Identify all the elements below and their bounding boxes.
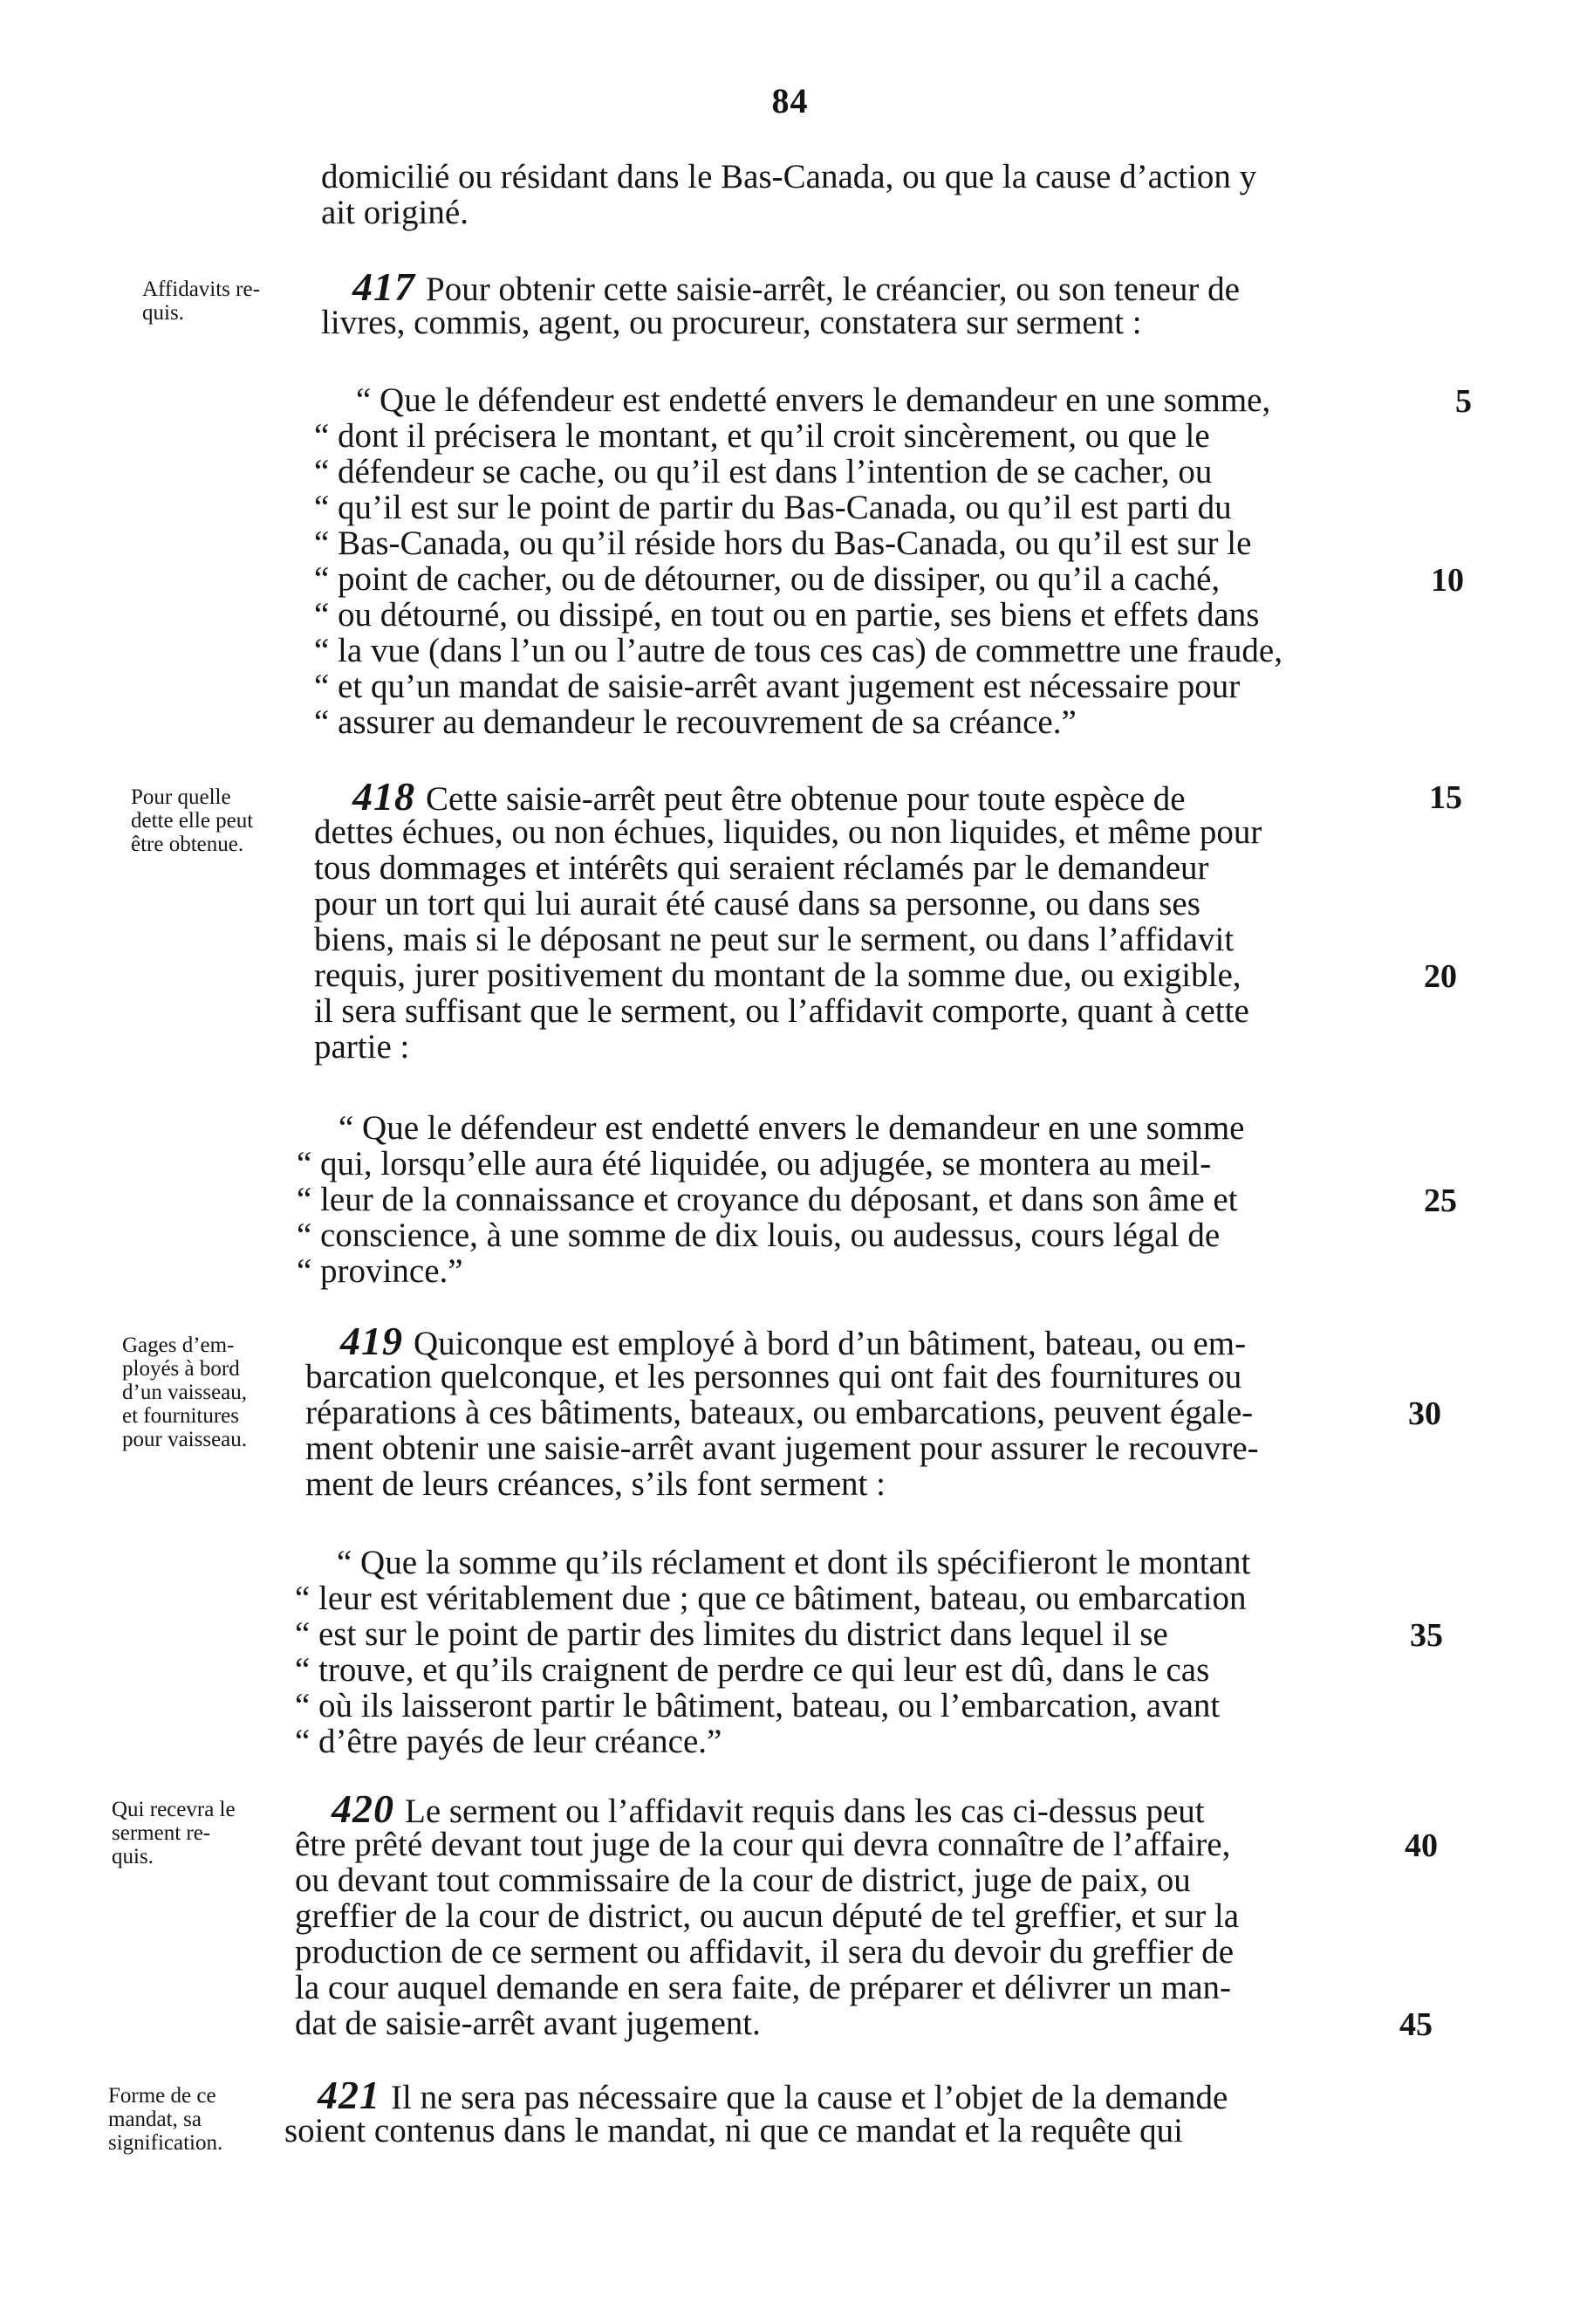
line-number: 40 [1405,1827,1438,1864]
quote-line: “ trouve, et qu’ils craignent de perdre ce qui leur est dû, dans le cas [295,1651,1210,1689]
quote-line: “ Que le défendeur est endetté envers le demandeur en une somme [339,1109,1245,1147]
text-line: partie : [314,1028,410,1066]
text-line: Quiconque est employé à bord d’un bâtiment, bateau, ou em- [414,1325,1247,1362]
article-number: 419 [340,1319,403,1363]
text-line: ment obtenir une saisie-arrêt avant jugement pour assurer le recouvre- [305,1429,1259,1467]
text-line: soient contenus dans le mandat, ni que ce mandat et la requête qui [284,2112,1183,2149]
text-line: domicilié ou résidant dans le Bas-Canada, ou que la cause d’action y [321,158,1257,195]
quote-line: “ assurer au demandeur le recouvrement de sa créance.” [314,703,1077,741]
section-421 [284,2073,1228,2149]
line-number: 30 [1408,1395,1441,1432]
quote-line: “ conscience, à une somme de dix louis, ou audessus, cours légal de [297,1217,1221,1254]
text-line: pour un tort qui lui aurait été causé dans sa personne, ou dans ses [314,885,1200,922]
section-419 [305,1319,1259,1503]
text-line: il sera suffisant que le serment, ou l’affidavit comporte, quant à cette [314,992,1249,1030]
opening-paragraph [321,159,1256,230]
quote-line: “ Que la somme qu’ils réclament et dont ils spécifieront le montant [337,1544,1251,1581]
quote-line: “ et qu’un mandat de saisie-arrêt avant jugement est nécessaire pour [314,668,1241,705]
margin-note-417: Affidavits re- quis. [142,278,260,325]
text-line: biens, mais si le déposant ne peut sur le serment, ou dans l’affidavit [314,921,1235,958]
text-line: ment de leurs créances, s’ils font serment : [305,1465,886,1503]
line-number: 35 [1410,1617,1443,1654]
text-line: être prêté devant tout juge de la cour qui devra connaître de l’affaire, [295,1826,1231,1863]
text-line: réparations à ces bâtiments, bateaux, ou embarcations, peuvent égale- [305,1394,1254,1431]
quote-line: “ ou détourné, ou dissipé, en tout ou en partie, ses biens et effets dans [314,596,1260,634]
quote-line: “ province.” [297,1252,463,1290]
quote-line: “ est sur le point de partir des limites du district dans lequel il se [295,1615,1168,1653]
text-line: barcation quelconque, et les personnes qui ont fait des fournitures ou [305,1358,1242,1395]
section-418 [314,774,1262,1066]
line-number: 45 [1399,2006,1433,2043]
article-number: 418 [352,774,415,819]
text-line: Le serment ou l’affidavit requis dans les cas ci-dessus peut [405,1793,1205,1830]
text-line: ou devant tout commissaire de la cour de district, juge de paix, ou [295,1861,1191,1899]
text-line: ait originé. [321,194,469,231]
margin-note-419: Gages d’em- ployés à bord d’un vaisseau, et fournitures pour vaisseau. [122,1333,248,1451]
line-number: 15 [1429,779,1462,816]
text-line: production de ce serment ou affidavit, il sera du devoir du greffier de [295,1933,1235,1971]
section-420 [295,1786,1240,2042]
quote-418 [297,1110,1244,1289]
text-line: livres, commis, agent, ou procureur, constatera sur serment : [321,304,1142,341]
text-line: Cette saisie-arrêt peut être obtenue pour toute espèce de [426,780,1186,818]
line-number: 10 [1431,562,1464,599]
quote-line: “ qu’il est sur le point de partir du Bas-Canada, ou qu’il est parti du [314,489,1232,526]
text-line: la cour auquel demande en sera faite, de préparer et délivrer un man- [295,1969,1232,2006]
article-number: 421 [318,2073,380,2117]
section-417 [321,264,1240,341]
quote-417 [314,382,1282,740]
page-number: 84 [771,81,809,120]
line-number: 5 [1455,383,1472,420]
text-line: Pour obtenir cette saisie-arrêt, le créancier, ou son teneur de [426,271,1240,308]
line-number: 20 [1424,958,1457,995]
article-number: 417 [352,264,415,309]
quote-line: “ leur de la connaissance et croyance du déposant, et dans son âme et [297,1181,1238,1218]
margin-note-420: Qui recevra le serment re- quis. [112,1798,236,1868]
quote-line: “ Bas-Canada, ou qu’il réside hors du Bas-Canada, ou qu’il est sur le [314,524,1252,562]
quote-line: “ défendeur se cache, ou qu’il est dans l’intention de se cacher, ou [314,453,1213,490]
article-number: 420 [332,1786,394,1831]
quote-line: “ où ils laisseront partir le bâtiment, bateau, ou l’embarcation, avant [295,1687,1221,1724]
text-line: greffier de la cour de district, ou aucun député de tel greffier, et sur la [295,1897,1240,1935]
quote-line: “ qui, lorsqu’elle aura été liquidée, ou adjugée, se montera au meil- [297,1145,1212,1183]
line-number: 25 [1424,1183,1457,1219]
text-line: tous dommages et intérêts qui seraient réclamés par le demandeur [314,849,1209,887]
quote-line: “ leur est véritablement due ; que ce bâtiment, bateau, ou embarcation [295,1580,1247,1617]
quote-line: “ d’être payés de leur créance.” [295,1723,722,1760]
quote-line: “ Que le défendeur est endetté envers le demandeur en une somme, [356,381,1271,419]
margin-note-421: Forme de ce mandat, sa signification. [108,2084,223,2155]
quote-line: “ point de cacher, ou de détourner, ou de dissiper, ou qu’il a caché, [314,560,1221,598]
quote-419 [295,1545,1250,1759]
margin-note-418: Pour quelle dette elle peut être obtenue. [131,785,254,856]
text-line: dat de saisie-arrêt avant jugement. [295,2005,761,2042]
text-line: requis, jurer positivement du montant de la somme due, ou exigible, [314,956,1241,994]
text-line: dettes échues, ou non échues, liquides, ou non liquides, et même pour [314,813,1262,851]
quote-line: “ la vue (dans l’un ou l’autre de tous ces cas) de commettre une fraude, [314,632,1282,669]
quote-line: “ dont il précisera le montant, et qu’il croit sincèrement, ou que le [314,417,1210,455]
text-line: Il ne sera pas nécessaire que la cause et l’objet de la demande [391,2079,1228,2116]
